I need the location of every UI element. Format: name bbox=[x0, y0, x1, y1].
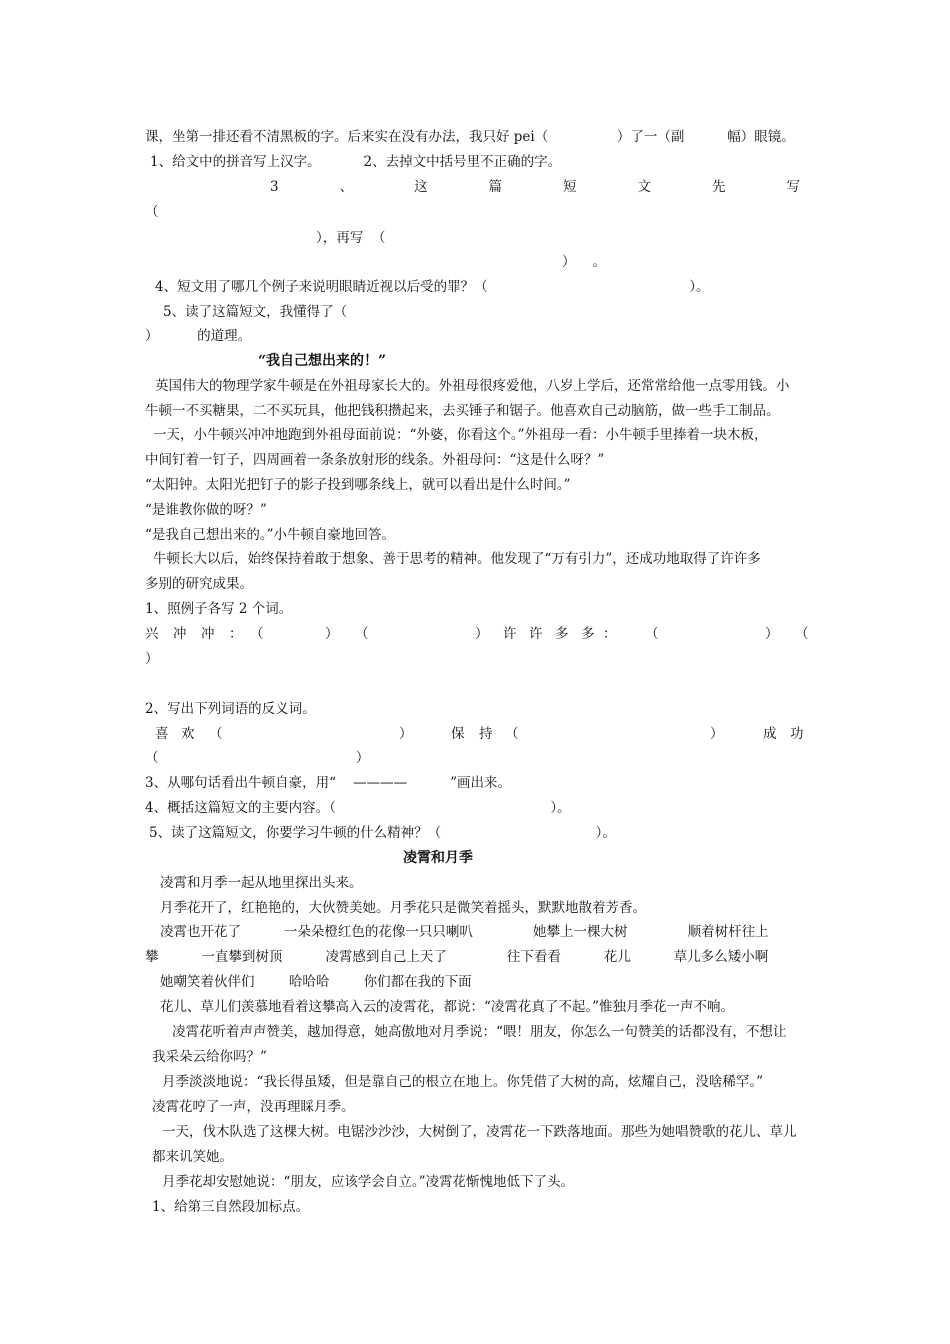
q1-char: 兴 bbox=[145, 626, 159, 642]
q1-char: 多 bbox=[555, 626, 569, 642]
text-line: 课，坐第一排还看不清黑板的字。后来实在没有办法，我只好 pei（ ）了一（副 幅）眼镜。 bbox=[145, 129, 795, 145]
q3-mid: ），再写 （ bbox=[316, 230, 386, 246]
q3-char: 先 bbox=[712, 179, 726, 195]
q2-char: 成 bbox=[763, 726, 777, 742]
paragraph: 英国伟大的物理学家牛顿是在外祖母家长大的。外祖母很疼爱他，八岁上学后，还常常给他一点零用钱。小 bbox=[155, 378, 790, 394]
q3-char: 短 bbox=[563, 179, 577, 195]
paragraph: “是谁教你做的呀？” bbox=[145, 502, 267, 518]
paragraph: 攀 一直攀到树顶 凌霄感到自己上天了 往下看看 花儿 草儿多么矮小啊 bbox=[145, 949, 769, 965]
paragraph: 牛顿长大以后，始终保持着敢于想象、善于思考的精神。他发现了“万有引力”，还成功地取得了许许多 bbox=[153, 551, 761, 567]
section-title: 凌霄和月季 bbox=[403, 850, 473, 866]
q2-char: 功 bbox=[790, 726, 804, 742]
q2-char: （ bbox=[209, 726, 223, 742]
paragraph: “太阳钟。太阳光把钉子的影子投到哪条线上，就可以看出是什么时间。” bbox=[145, 477, 571, 493]
q2-char: 欢 bbox=[181, 726, 195, 742]
q1-word-row bbox=[145, 624, 809, 644]
q1-char: ： bbox=[603, 626, 617, 642]
q3-char: 写 bbox=[786, 179, 800, 195]
q2-char: （ bbox=[505, 726, 519, 742]
question-2: 2、写出下列词语的反义词。 bbox=[145, 701, 316, 717]
question-1: 1、给第三自然段加标点。 bbox=[152, 1199, 310, 1215]
paragraph: 多别的研究成果。 bbox=[145, 576, 253, 592]
section-title: “我自己想出来的！” bbox=[258, 353, 387, 369]
paragraph: 花儿、草儿们羡慕地看着这攀高入云的凌霄花，都说：“凌霄花真了不起。”惟独月季花一声不响。 bbox=[160, 999, 735, 1015]
q1-char: 许 bbox=[529, 626, 543, 642]
q1-char: ） bbox=[475, 626, 489, 642]
question-3-row bbox=[150, 177, 800, 197]
paragraph: “是我自己想出来的。”小牛顿自豪地回答。 bbox=[145, 527, 396, 543]
paragraph: 一天，伐木队选了这棵大树。电锯沙沙沙，大树倒了，凌霄花一下跌落地面。那些为她唱赞歌的花儿、草儿 bbox=[162, 1124, 797, 1140]
q1-char: 冲 bbox=[201, 626, 215, 642]
q1-char: （ bbox=[250, 626, 264, 642]
q2-word-row bbox=[145, 724, 805, 744]
q1-close: ） bbox=[145, 651, 159, 667]
paragraph: 月季淡淡地说：“我长得虽矮，但是靠自己的根立在地上。你凭借了大树的高，炫耀自己，没啥稀罕。” bbox=[162, 1074, 764, 1090]
q2-char: 持 bbox=[479, 726, 493, 742]
paragraph: 牛顿一不买糖果，二不买玩具，他把钱积攒起来，去买锤子和锯子。他喜欢自己动脑筋，做一些手工制品。 bbox=[145, 403, 780, 419]
question-5: 5、读了这篇短文，你要学习牛顿的什么精神？（ ）。 bbox=[149, 825, 616, 841]
q3-close: ） 。 bbox=[562, 254, 607, 270]
question-3: 3、从哪句话看出牛顿自豪，用“ ———— ”画出来。 bbox=[145, 775, 511, 791]
paragraph: 月季花却安慰她说：“朋友，应该学会自立。”凌霄花惭愧地低下了头。 bbox=[162, 1174, 575, 1190]
question-4: 4、概括这篇短文的主要内容。（ ）。 bbox=[145, 800, 571, 816]
q2-char: ） bbox=[710, 726, 724, 742]
question-5b: ） 的道理。 bbox=[145, 328, 252, 344]
q1-char: 许 bbox=[503, 626, 517, 642]
q2-char: ） bbox=[399, 726, 413, 742]
paragraph: 她嘲笑着伙伴们 哈哈哈 你们都在我的下面 bbox=[160, 974, 472, 990]
paragraph: 凌霄花哼了一声，没再理睬月季。 bbox=[152, 1099, 355, 1115]
q3-char: 这 bbox=[414, 179, 428, 195]
paragraph: 都来讥笑她。 bbox=[152, 1149, 233, 1165]
q1-char: 多 bbox=[581, 626, 595, 642]
q1-char: 冲 bbox=[173, 626, 187, 642]
q1-char: （ bbox=[795, 626, 809, 642]
q3-char: 、 bbox=[339, 179, 354, 195]
question-4: 4、短文用了哪几个例子来说明眼睛近视以后受的罪？（ ）。 bbox=[155, 279, 710, 295]
q1-char: ） bbox=[765, 626, 779, 642]
q1-char: ） bbox=[325, 626, 339, 642]
q2-char: 保 bbox=[451, 726, 465, 742]
question-5a: 5、读了这篇短文，我懂得了（ bbox=[163, 304, 348, 320]
q3-char: 3 bbox=[270, 179, 279, 195]
q3-open-paren: （ bbox=[145, 204, 159, 220]
q2-row2: （ ） bbox=[145, 750, 370, 766]
question-1: 1、照例子各写 2 个词。 bbox=[145, 601, 293, 617]
paragraph: 我采朵云给你吗？” bbox=[152, 1049, 267, 1065]
q1-char: （ bbox=[355, 626, 369, 642]
q1-char: （ bbox=[645, 626, 659, 642]
paragraph: 一天，小牛顿兴冲冲地跑到外祖母面前说：“外婆，你看这个。”外祖母一看：小牛顿手里捧着一块木板， bbox=[153, 427, 768, 443]
q3-char: 文 bbox=[637, 179, 652, 195]
paragraph: 凌霄和月季一起从地里探出头来。 bbox=[160, 875, 363, 891]
paragraph: 月季花开了，红艳艳的，大伙赞美她。月季花只是微笑着摇头，默默地散着芳香。 bbox=[160, 900, 646, 916]
paragraph: 凌霄花听着声声赞美，越加得意，她高傲地对月季说：“喂！朋友，你怎么一句赞美的话都没有，不想让 bbox=[172, 1024, 787, 1040]
question-1-2: 1、给文中的拼音写上汉字。 2、去掉文中括号里不正确的字。 bbox=[150, 154, 562, 170]
paragraph: 中间钉着一钉子，四周画着一条条放射形的线条。外祖母问：“这是什么呀？” bbox=[145, 452, 605, 468]
q2-char: 喜 bbox=[155, 726, 169, 742]
q1-char: ： bbox=[229, 626, 243, 642]
q3-char: 篇 bbox=[488, 179, 503, 195]
paragraph: 凌霄也开花了 一朵朵橙红色的花像一只只喇叭 她攀上一棵大树 顺着树杆往上 bbox=[160, 924, 769, 940]
